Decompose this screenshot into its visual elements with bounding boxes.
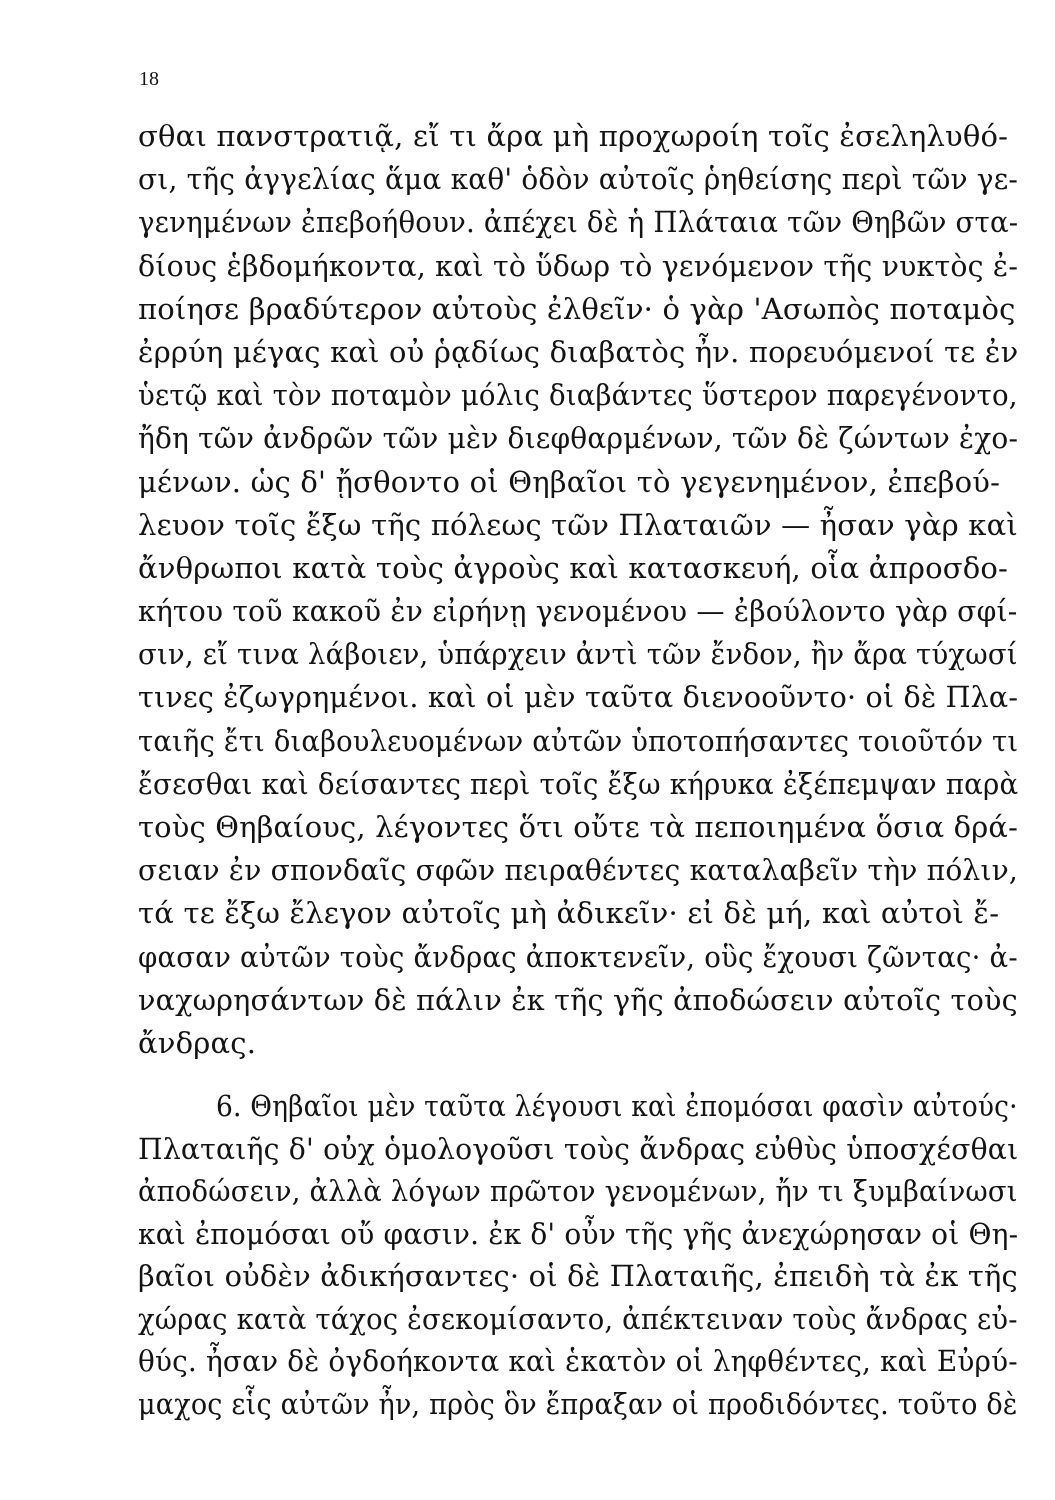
text-line: ταιῆς ἔτι διαβουλευομένων αὐτῶν ὑποτοπήσαντες τοιοῦτόν τι: [138, 723, 1019, 758]
text-line: ἐρρύη μέγας καὶ οὐ ῥᾳδίως διαβατὸς ἦν. πορευόμενοί τε ἐν: [138, 334, 1019, 369]
text-line: φασαν αὐτῶν τοὺς ἄνδρας ἀποκτενεῖν, οὓς ἔχουσι ζῶντας· ἀ-: [138, 939, 1018, 974]
text-line: τοὺς Θηβαίους, λέγοντες ὅτι οὔτε τὰ πεποιημένα ὅσια δρά-: [138, 810, 1019, 844]
text-line: κήτου τοῦ κακοῦ ἐν εἰρήνῃ γενομένου — ἐβούλοντο γὰρ σφί-: [138, 594, 1018, 629]
section-start-line: 6. Θηβαῖοι μὲν ταῦτα λέγουσι καὶ ἐπομόσαι φασὶν αὐτούς·: [216, 1089, 1018, 1123]
text-line: ὑετῷ καὶ τὸν ποταμὸν μόλις διαβάντες ὕστερον παρεγένοντο,: [138, 378, 1018, 413]
text-line: ἀποδώσειν, ἀλλὰ λόγων πρῶτον γενομένων, ἤν τι ξυμβαίνωσι: [138, 1174, 1018, 1208]
text-line: σθαι πανστρατιᾷ, εἴ τι ἄρα μὴ προχωροίη τοῖς ἐσεληλυθό-: [138, 119, 1009, 153]
text-line: ἤδη τῶν ἀνδρῶν τῶν μὲν διεφθαρμένων, τῶν δὲ ζώντων ἐχο-: [138, 421, 1019, 456]
page-number: 18: [139, 68, 159, 90]
text-line: σειαν ἐν σπονδαῖς σφῶν πειραθέντες καταλαβεῖν τὴν πόλιν,: [138, 853, 1019, 888]
text-line: Πλαταιῆς δ' οὐχ ὁμολογοῦσι τοὺς ἄνδρας εὐθὺς ὑποσχέσθαι: [138, 1131, 1019, 1166]
paragraph-2: [138, 1085, 1018, 1425]
text-line: σι, τῆς ἀγγελίας ἅμα καθ' ὁδὸν αὐτοῖς ῥηθείσης περὶ τῶν γε-: [138, 162, 1019, 197]
text-line: βαῖοι οὐδὲν ἀδικήσαντες· οἱ δὲ Πλαταιῆς, ἐπειδὴ τὰ ἐκ τῆς: [138, 1259, 1018, 1293]
text-line: ναχωρησάντων δὲ πάλιν ἐκ τῆς γῆς ἀποδώσειν αὐτοῖς τοὺς: [138, 982, 1018, 1017]
text-line: μένων. ὡς δ' ᾔσθοντο οἱ Θηβαῖοι τὸ γεγενημένον, ἐπεβού-: [138, 464, 1001, 499]
text-line: λευον τοῖς ἔξω τῆς πόλεως τῶν Πλαταιῶν — ἦσαν γὰρ καὶ: [138, 507, 1018, 542]
text-line: σιν, εἴ τινα λάβοιεν, ὑπάρχειν ἀντὶ τῶν ἔνδον, ἢν ἄρα τύχωσί: [138, 637, 1018, 672]
text-line: ἄνθρωποι κατὰ τοὺς ἀγροὺς καὶ κατασκευή, οἷα ἀπροσδο-: [138, 550, 1009, 585]
text-line: μαχος εἷς αὐτῶν ἦν, πρὸς ὃν ἔπραξαν οἱ προδιδόντες. τοῦτο δὲ: [138, 1386, 1018, 1421]
text-line: θύς. ἦσαν δὲ ὀγδοήκοντα καὶ ἑκατὸν οἱ ληφθέντες, καὶ Εὐρύ-: [138, 1344, 1018, 1378]
text-line: γενημένων ἐπεβοήθουν. ἀπέχει δὲ ἡ Πλάταια τῶν Θηβῶν στα-: [138, 205, 1019, 240]
paragraph-1: [138, 115, 1018, 1065]
text-line: χώρας κατὰ τάχος ἐσεκομίσαντο, ἀπέκτειναν τοὺς ἄνδρας εὐ-: [138, 1301, 1018, 1336]
text-line: τά τε ἔξω ἔλεγον αὐτοῖς μὴ ἀδικεῖν· εἰ δὲ μή, καὶ αὐτοὶ ἔ-: [138, 896, 1000, 931]
text-line: καὶ ἐπομόσαι οὔ φασιν. ἐκ δ' οὖν τῆς γῆς ἀνεχώρησαν οἱ Θη-: [138, 1216, 1019, 1251]
text-line: ἄνδρας.: [138, 1025, 257, 1060]
text-line: ποίησε βραδύτερον αὐτοὺς ἐλθεῖν· ὁ γὰρ 'Ασωπὸς ποταμὸς: [138, 291, 1016, 326]
text-line: τινες ἐζωγρημένοι. καὶ οἱ μὲν ταῦτα διενοοῦντο· οἱ δὲ Πλα-: [138, 680, 1019, 715]
text-line: ἔσεσθαι καὶ δείσαντες περὶ τοῖς ἔξω κήρυκα ἐξέπεμψαν παρὰ: [138, 766, 1019, 801]
text-line: δίους ἑβδομήκοντα, καὶ τὸ ὕδωρ τὸ γενόμενον τῆς νυκτὸς ἐ-: [138, 248, 1019, 283]
